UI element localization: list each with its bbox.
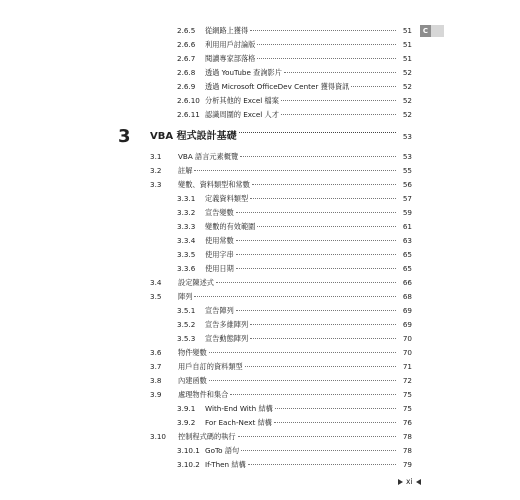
toc-entry-title: 內建函數 — [178, 376, 207, 385]
toc-entry — [0, 178, 520, 191]
toc-entry-number: 3.3.1 — [177, 194, 196, 203]
toc-entry-number: 2.6.10 — [177, 96, 200, 105]
dot-leader — [250, 198, 396, 199]
dot-leader — [209, 352, 396, 353]
toc-entry-number: 3.5 — [150, 292, 162, 301]
toc-entry — [0, 248, 520, 261]
toc-entry-title: 設定陳述式 — [178, 278, 214, 287]
toc-entry-title: 透過 Microsoft OfficeDev Center 獲得資訊 — [205, 82, 350, 91]
toc-entry-number: 3.5.3 — [177, 334, 196, 343]
toc-entry-page: 52 — [402, 110, 412, 119]
toc-entry-number: 3.5.1 — [177, 306, 196, 315]
toc-entry-title: 宣告陣列 — [205, 306, 234, 315]
toc-entry-page: 52 — [402, 96, 412, 105]
toc-entry — [0, 444, 520, 457]
dot-leader — [250, 324, 396, 325]
toc-entry — [0, 220, 520, 233]
dot-leader — [250, 30, 396, 31]
toc-entry-title: 透過 YouTube 查詢影片 — [205, 68, 282, 77]
toc-entry — [0, 94, 520, 107]
toc-entry-number: 3.6 — [150, 348, 162, 357]
toc-entry-page: 61 — [402, 222, 412, 231]
dot-leader — [250, 338, 396, 339]
toc-entry-title: 變數的有效範圍 — [205, 222, 256, 231]
dot-leader — [281, 114, 396, 115]
arrow-right-icon — [398, 479, 403, 485]
toc-entry-title: 陣列 — [178, 292, 193, 301]
toc-entry-page: 76 — [402, 418, 412, 427]
toc-entry-number: 3.5.2 — [177, 320, 196, 329]
dot-leader — [252, 184, 396, 185]
toc-entry-number: 3.3 — [150, 180, 162, 189]
toc-entry-title: 使用日期 — [205, 264, 234, 273]
toc-entry-title: 利用用戶討論版 — [205, 40, 256, 49]
dot-leader — [351, 86, 396, 87]
toc-entry-title: 定義資料類型 — [205, 194, 249, 203]
dot-leader — [257, 44, 396, 45]
toc-entry-number: 3.3.2 — [177, 208, 196, 217]
page-footer — [398, 476, 421, 488]
toc-entry — [0, 66, 520, 79]
toc-entry-page: 70 — [402, 348, 412, 357]
toc-entry — [0, 192, 520, 205]
toc-entry — [0, 416, 520, 429]
toc-entry — [0, 304, 520, 317]
dot-leader — [236, 212, 396, 213]
dot-leader — [274, 422, 396, 423]
toc-entry — [0, 80, 520, 93]
toc-entry — [0, 164, 520, 177]
toc-entry — [0, 206, 520, 219]
chapter-heading — [0, 125, 520, 149]
toc-entry-page: 69 — [402, 306, 412, 315]
toc-entry — [0, 234, 520, 247]
toc-entry-number: 3.8 — [150, 376, 162, 385]
toc-entry — [0, 346, 520, 359]
dot-leader — [240, 156, 396, 157]
dot-leader — [194, 296, 396, 297]
toc-entry-number: 2.6.6 — [177, 40, 196, 49]
toc-entry — [0, 402, 520, 415]
dot-leader — [241, 450, 396, 451]
toc-entry — [0, 332, 520, 345]
dot-leader — [239, 132, 396, 133]
toc-entry-page: 55 — [402, 166, 412, 175]
dot-leader — [230, 394, 396, 395]
toc-entry-title: 變數、資料類型和常數 — [178, 180, 250, 189]
toc-entry-title: VBA 語言元素概覽 — [178, 152, 239, 161]
toc-entry-number: 3.10.2 — [177, 460, 200, 469]
toc-entry-page: 78 — [402, 432, 412, 441]
toc-entry — [0, 38, 520, 51]
toc-entry-page: 51 — [402, 40, 412, 49]
toc-entry-page: 57 — [402, 194, 412, 203]
arrow-left-icon — [416, 479, 421, 485]
chapter-number: 3 — [118, 126, 131, 147]
toc-entry — [0, 262, 520, 275]
toc-entry — [0, 374, 520, 387]
toc-entry-title: For Each-Next 結構 — [205, 418, 272, 427]
toc-entry-title: 使用常數 — [205, 236, 234, 245]
dot-leader — [275, 408, 396, 409]
toc-entry — [0, 276, 520, 289]
toc-entry-title: 註解 — [178, 166, 193, 175]
toc-entry-number: 2.6.5 — [177, 26, 196, 35]
toc-entry-title: 控制程式碼的執行 — [178, 432, 236, 441]
toc-entry-number: 2.6.9 — [177, 82, 196, 91]
page-label: xi — [406, 477, 413, 486]
toc-entry-page: 53 — [402, 152, 412, 161]
dot-leader — [236, 310, 396, 311]
toc-entry-number: 3.3.3 — [177, 222, 196, 231]
toc-entry-number: 2.6.7 — [177, 54, 196, 63]
toc-entry-number: 3.2 — [150, 166, 162, 175]
section-tab-letter: C — [420, 25, 431, 37]
toc-entry-number: 3.7 — [150, 362, 162, 371]
toc-entry-page: 75 — [402, 404, 412, 413]
toc-entry-page: 59 — [402, 208, 412, 217]
toc-entry-title: 認識周圍的 Excel 人才 — [205, 110, 279, 119]
toc-entry-page: 51 — [402, 54, 412, 63]
dot-leader — [238, 436, 396, 437]
toc-entry-number: 3.10 — [150, 432, 167, 441]
toc-entry-page: 51 — [402, 26, 412, 35]
toc-entry-page: 79 — [402, 460, 412, 469]
toc-entry-title: 宣告多維陣列 — [205, 320, 249, 329]
toc-entry-page: 52 — [402, 82, 412, 91]
chapter-title: VBA 程式設計基礎 — [150, 131, 237, 142]
toc-entry-title: 分析其他的 Excel 檔案 — [205, 96, 279, 105]
toc-entry-title: 使用字串 — [205, 250, 234, 259]
dot-leader — [257, 226, 396, 227]
toc-entry-number: 3.4 — [150, 278, 162, 287]
toc-entry-title: If-Then 結構 — [205, 460, 246, 469]
dot-leader — [257, 58, 396, 59]
toc-entry-page: 78 — [402, 446, 412, 455]
dot-leader — [236, 254, 396, 255]
toc-entry-number: 3.10.1 — [177, 446, 200, 455]
toc-entry — [0, 430, 520, 443]
toc-entry-number: 3.3.5 — [177, 250, 196, 259]
toc-entry — [0, 108, 520, 121]
toc-entry-title: GoTo 語句 — [205, 446, 240, 455]
toc-entry-title: 處理物件和集合 — [178, 390, 229, 399]
dot-leader — [209, 380, 396, 381]
toc-entry — [0, 150, 520, 163]
toc-entry-number: 3.9.1 — [177, 404, 196, 413]
toc-entry-page: 75 — [402, 390, 412, 399]
toc-entry-page: 56 — [402, 180, 412, 189]
toc-entry — [0, 318, 520, 331]
toc-entry-title: With-End With 結構 — [205, 404, 273, 413]
dot-leader — [281, 100, 396, 101]
chapter-page: 53 — [402, 132, 412, 141]
toc-entry-title: 閱讀專家部落格 — [205, 54, 256, 63]
dot-leader — [216, 282, 396, 283]
toc-entry-page: 71 — [402, 362, 412, 371]
toc-entry — [0, 360, 520, 373]
toc-entry-number: 3.9 — [150, 390, 162, 399]
toc-entry-page: 63 — [402, 236, 412, 245]
toc-entry-number: 2.6.11 — [177, 110, 200, 119]
toc-entry-title: 宣告變數 — [205, 208, 234, 217]
toc-entry — [0, 24, 520, 37]
toc-entry-number: 2.6.8 — [177, 68, 196, 77]
toc-entry-page: 52 — [402, 68, 412, 77]
toc-entry-page: 68 — [402, 292, 412, 301]
toc-entry — [0, 290, 520, 303]
toc-entry-page: 72 — [402, 376, 412, 385]
toc-entry-title: 用戶自訂的資料類型 — [178, 362, 243, 371]
dot-leader — [248, 464, 396, 465]
dot-leader — [194, 170, 396, 171]
toc-entry-number: 3.9.2 — [177, 418, 196, 427]
toc-entry — [0, 458, 520, 471]
toc-entry-number: 3.3.4 — [177, 236, 196, 245]
toc-entry-title: 從網路上獲得 — [205, 26, 249, 35]
dot-leader — [245, 366, 396, 367]
toc-entry-page: 69 — [402, 320, 412, 329]
toc-entry-number: 3.1 — [150, 152, 162, 161]
toc-entry-number: 3.3.6 — [177, 264, 196, 273]
toc-entry — [0, 388, 520, 401]
toc-entry-title: 物件變數 — [178, 348, 207, 357]
toc-entry-title: 宣告動態陣列 — [205, 334, 249, 343]
toc-entry-page: 65 — [402, 264, 412, 273]
dot-leader — [236, 240, 396, 241]
toc-entry-page: 65 — [402, 250, 412, 259]
toc-entry — [0, 52, 520, 65]
toc-entry-page: 66 — [402, 278, 412, 287]
dot-leader — [236, 268, 396, 269]
toc-entry-page: 70 — [402, 334, 412, 343]
dot-leader — [284, 72, 396, 73]
